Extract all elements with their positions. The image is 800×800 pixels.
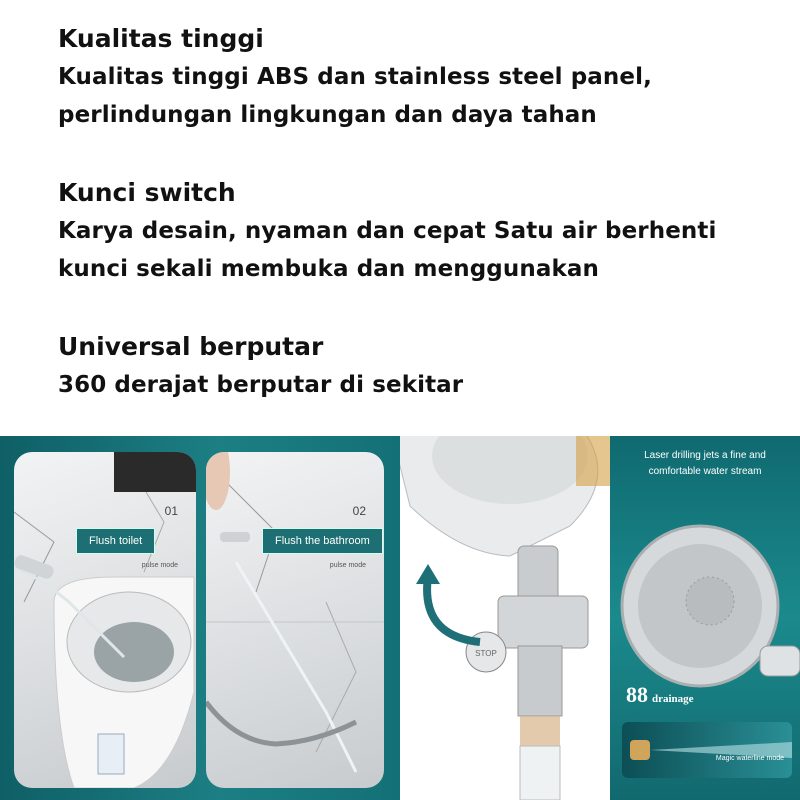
shower-closeup — [400, 436, 612, 800]
spray-detail-panel — [610, 436, 800, 800]
feature-switch — [58, 174, 798, 288]
drain-number: 88 — [626, 682, 648, 707]
usage-label: Flush the bathroom — [262, 528, 383, 554]
feature-heading: Kualitas tinggi — [58, 24, 264, 53]
waterline-illustration — [622, 722, 792, 778]
product-photo-strip — [0, 436, 800, 800]
feature-quality — [58, 20, 798, 134]
spray-caption — [616, 448, 794, 480]
mode-label: pulse mode — [329, 562, 366, 569]
feature-line: 360 derajat berputar di sekitar — [58, 372, 464, 398]
toilet-illustration — [14, 452, 196, 788]
feature-line: perlindungan lingkungan dan daya tahan — [58, 102, 597, 128]
waterline-mode-thumb — [622, 722, 792, 778]
feature-line: kunci sekali membuka dan menggunakan — [58, 256, 599, 282]
feature-line: Karya desain, nyaman dan cepat Satu air berhenti — [58, 218, 717, 244]
caption-line: comfortable water stream — [648, 466, 762, 477]
drain-word: drainage — [652, 693, 694, 705]
feature-heading: Universal berputar — [58, 332, 324, 361]
stop-text: STOP — [475, 649, 497, 658]
mode-label: pulse mode — [141, 562, 178, 569]
caption-line: Laser drilling jets a fine and — [644, 450, 766, 461]
feature-line: Kualitas tinggi ABS dan stainless steel panel, — [58, 64, 652, 90]
feature-rotation — [58, 328, 798, 404]
feature-heading: Kunci switch — [58, 178, 236, 207]
usage-label: Flush toilet — [76, 528, 155, 554]
usage-card-toilet — [14, 452, 196, 788]
card-number: 02 — [352, 504, 366, 518]
drainage-count — [626, 682, 694, 708]
waterline-label: Magic waterline mode — [715, 755, 784, 762]
bathroom-illustration — [206, 452, 384, 788]
shower-head-illustration — [400, 436, 612, 800]
card-number: 01 — [164, 504, 178, 518]
usage-card-bathroom — [206, 452, 384, 788]
